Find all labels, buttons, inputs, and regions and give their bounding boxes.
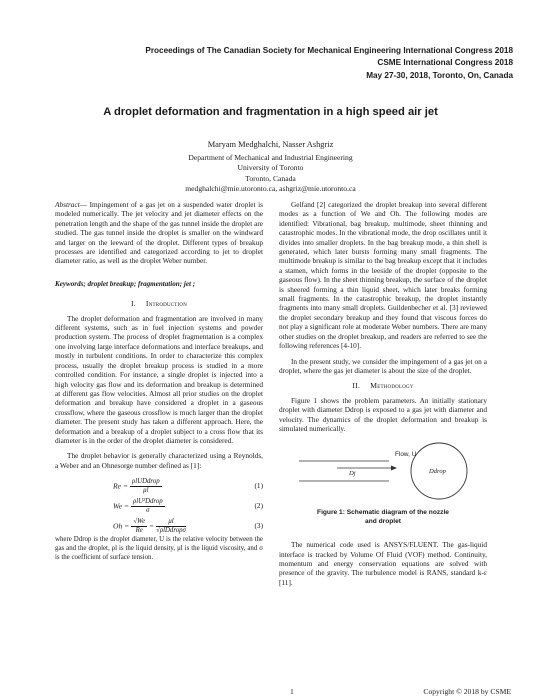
flow-arrowhead-icon: [391, 466, 397, 471]
right-paragraph-2: In the present study, we consider the impingement of a gas jet on a droplet, where the gas jet diameter is about the size of the droplet.: [279, 356, 487, 375]
right-paragraph-1: Gelfand [2] categorized the droplet breakup into several different modes as a function of We and Oh. The following modes are identified: Vibrational, bag breakup, multimode, sheet thinning and catastrophic modes. In the vibrational mode, the drop oscillates until it divides into smaller droplets. In the bag breakup mode, a thin shell is generated, which later bursts forming many small fragments. The multimode breakup is similar to the bag breakup except that it includes a stamen, which forms in the leeside of the droplet (opposite to the gaseous flow). In the sheet thinning breakup, the surface of the droplet is sheered forming a thin liquid sheet, which later breaks forming small fragments. In the catastrophic breakup, the droplet instantly fragments into many small droplets. Guildenbecher et al. [3] reviewed the droplet secondary breakup and they found that viscous forces do not play a significant role at moderate Weber numbers. There are many other studies on the droplet breakup, and readers are referred to see the following references [4-10].: [279, 200, 487, 351]
caption-line-2: and droplet: [365, 517, 401, 525]
eq1-lhs: Re =: [113, 481, 129, 491]
right-paragraph-3: Figure 1 shows the problem parameters. An initially stationary droplet with diameter Ddrop is exposed to a gas jet with diameter and velocity. The dynamics of the droplet deformation and breakup is simulated numerically.: [279, 395, 487, 433]
flow-label: Flow, U: [395, 451, 417, 459]
header-proceedings: Proceedings of The Canadian Society for Mechanical Engineering International Congress 2018: [145, 46, 513, 55]
intro-paragraph-2: The droplet behavior is generally characterized using a Reynolds, a Weber and an Ohnesorge number defined as [1]:: [55, 451, 263, 470]
eq3-lhs: Oh =: [113, 521, 130, 531]
eq2-lhs: We =: [113, 501, 130, 511]
author-location: Toronto, Canada: [245, 173, 296, 183]
equation-2: [55, 496, 263, 515]
left-column: [55, 200, 263, 569]
droplet-diameter-label: Ddrop: [429, 468, 446, 476]
abstract-label: Abstract: [55, 200, 80, 209]
abstract: [55, 200, 263, 266]
eq2-numerator: ρlU²Ddrop: [133, 498, 163, 506]
header-congress: CSME International Congress 2018: [377, 58, 513, 68]
caption-line-1: Figure 1: Schematic diagram of the nozzle: [317, 509, 449, 517]
eq2-denominator: σ: [146, 507, 150, 515]
paper-title: A droplet deformation and fragmentation in a high speed air jet: [103, 106, 438, 118]
nozzle-droplet-diagram: [279, 439, 487, 505]
author-university: University of Toronto: [237, 163, 304, 173]
figure-caption: [279, 509, 487, 526]
section-heading-introduction: [55, 299, 263, 308]
author-names: Maryam Medghalchi, Nasser Ashgriz: [207, 140, 334, 149]
section-title: Methodology: [370, 381, 414, 391]
conference-header: [145, 45, 513, 82]
eq1-denominator: μl: [143, 487, 149, 495]
jet-diameter-label: Dj: [349, 470, 356, 478]
eq1-numerator: ρlUDdrop: [132, 478, 160, 486]
eq3-numerator-2: μl: [156, 518, 186, 527]
right-column: [279, 200, 487, 593]
eq3-label: (3): [254, 521, 263, 531]
eq3-denominator-2: √ρlDdropσ: [156, 527, 186, 535]
eq3-numerator-1: √We: [133, 518, 146, 526]
keywords: Keywords; droplet breakup; fragmentation; jet ;: [55, 279, 196, 288]
variable-definitions: where Ddrop is the droplet diameter, U is the relative velocity between the gas and the droplet, ρl is the liquid density, μl is the liquid viscosity, and σ is the coefficient of surface tension.: [55, 536, 263, 561]
author-department: Department of Mechanical and Industrial Engineering: [188, 152, 353, 162]
abstract-text: — Impingement of a gas jet on a suspended water droplet is modeled numerically. The jet velocity and jet diameter effects on the penetration length and the shape of the gas tunnel inside the droplet are studied. The gas tunnel inside the droplet is smaller on the windward and larger on the leeward of the droplet. Different types of breakup processes are identified and categorized according to jet to droplet diameter ratio, as well as the droplet Weber number.: [55, 200, 263, 266]
eq1-label: (1): [254, 481, 263, 491]
equation-1: [55, 476, 263, 495]
eq2-label: (2): [254, 501, 263, 511]
section-title: Introduction: [145, 299, 188, 309]
figure-1: [279, 439, 487, 505]
page-number: 1: [290, 687, 294, 696]
equation-3: [55, 516, 263, 535]
section-number: II.: [352, 381, 361, 391]
copyright-notice: Copyright © 2018 by CSME: [423, 687, 511, 696]
right-paragraph-4: The numerical code used is ANSYS/FLUENT. The gas-liquid interface is tracked by Volume Of Fluid (VOF) method. Continuity, momentum and energy conservation equations are solved with presence of the gravity. The turbulence model is RANS, standard k-ε [11].: [279, 540, 487, 587]
author-block: [0, 140, 541, 195]
author-emails: medghalchi@mie.utoronto.ca, ashgriz@mie.utoronto.ca: [185, 184, 356, 194]
section-heading-methodology: [279, 381, 487, 390]
eq3-equals: =: [149, 521, 155, 531]
header-dates: May 27-30, 2018, Toronto, On, Canada: [366, 70, 513, 80]
eq3-denominator-1: Re: [135, 527, 143, 535]
intro-paragraph-1: The droplet deformation and fragmentation are involved in many different systems, such as in fuel injection systems and powder production system. The process of droplet fragmentation is a complex one involving large interface deformations and interface breakups, and mostly in turbulent conditions. In order to characterize this complex process, usually the droplet breakup process is studied in a more controlled condition. For instance, a single droplet is injected into a high velocity gas flow and its deformation and breakup is determined at different gas flow velocities. Almost all prior studies on the droplet deformation and breakup have considered a droplet in a gaseous crossflow, where the gaseous crossflow is much larger than the droplet diameter. The present study has taken a different approach. Here, the deformation and a breakup of a droplet subject to a cross flow that its diameter is in the order of the droplet diameter is considered.: [55, 313, 263, 445]
section-number: I.: [130, 299, 136, 309]
